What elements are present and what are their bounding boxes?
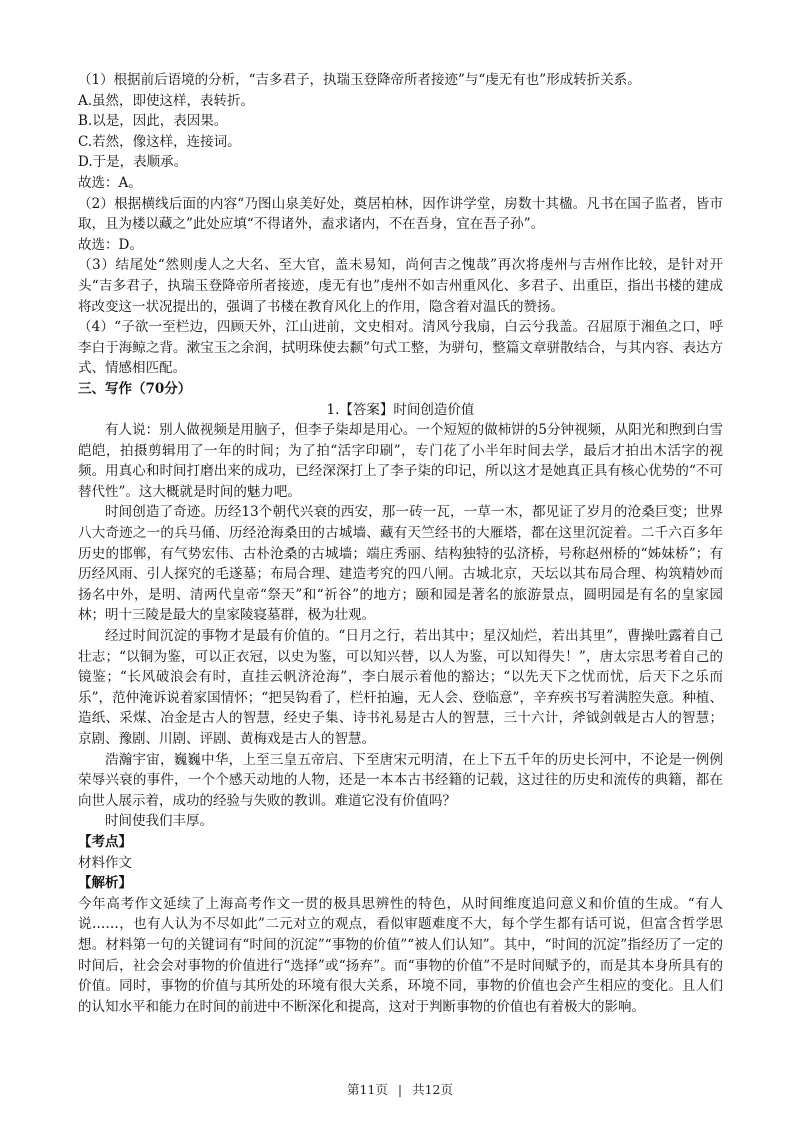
essay-paragraph-5: 时间使我们丰厚。 [105,813,213,830]
jiexi-text: 今年高考作文延续了上海高考作文一贯的极具思辨性的特色，从时间维度追问意义和价值的生成。“有人说……，也有人认为不尽如此”二元对立的观点，看似审题难度不大，每个学生都有话可说，但富含哲学思想。材料第一句的关键词有“时间的沉淀”“事物的价值”“被人们认知”。其中，“时间的沉淀”指经历了一定的时间后，社会会对事物的价值进行“选择”或“扬弃”。而“事物的价值”不是时间赋予的，而是其本身所具有的价值。同时，事物的价值与其所处的环境有很大关系，环境不同，事物的价值也会产生相应的变化。且人们的认知水平和能力在时间的前进中不断深化和提高，这对于判断事物的价值也有着极大的影响。 [78,895,723,1015]
answer-q2: （2）根据横线后面的内容“乃图山泉美好处，奠居柏林，因作讲学堂，房数十其楹。凡书在国子监者，皆市取，且为楼以藏之”此处应填“不得诸外，盍求诸内，不在吾身，宜在吾子孙”。 [78,195,723,233]
answer-choice-2: 故选：D。 [78,236,143,253]
answer-q1: （1）根据前后语境的分析，“吉多君子，执瑞玉登降帝所者接迹”与“虔无有也”形成转折关系。 [78,72,641,88]
page-number-current: 第11页 [346,1082,388,1097]
page-number-total: 共12页 [412,1082,454,1097]
kaodian-label: 【考点】 [78,833,132,850]
answer-q4: （4）“子欲一至栏边，四顾天外，江山进前，文史相对。清风兮我扇，白云兮我盖。召屈原于湘鱼之口，呼李白于海鲸之背。漱宝玉之余润，拭明珠使去颣”句式工整，为骈句，整篇文章骈散结合，与其内容、表达方式、情感相匹配。 [78,319,723,377]
essay-paragraph-4: 浩瀚宇宙，巍巍中华，上至三皇五帝启、下至唐宋元明清，在上下五千年的历史长河中，不论是一例例荣辱兴衰的事件，一个个感天动地的人物，还是一本本古书经籍的记载，这过往的历史和流传的典籍，都在向世人展示着，成功的经验与失败的教训。难道它没有价值吗？ [78,751,723,809]
kaodian-text: 材料作文 [78,854,132,871]
answer-choice-1: 故选：A。 [78,174,142,191]
jiexi-label: 【解析】 [78,875,132,892]
document-page [78,70,723,1017]
option-d: D.于是，表顺承。 [78,154,188,171]
option-b: B.以是，因此，表因果。 [78,113,228,130]
page-footer [0,1080,800,1098]
essay-paragraph-2: 时间创造了奇迹。历经13个朝代兴衰的西安，那一砖一瓦，一草一木，都见证了岁月的沧桑巨变；世界八大奇迹之一的兵马俑、历经沧海桑田的古城墙、藏有天竺经书的大雁塔，都在这里沉淀着。二千六百多年历史的邯郸，有气势宏伟、古朴沧桑的古城墙；端庄秀丽、结构独特的弘济桥，号称赵州桥的“姊妹桥”；有历经风雨、引人探究的毛遂墓；布局合理、建造考究的四八闸。古城北京，天坛以其布局合理、构筑精妙而扬名中外，是明、清两代皇帝“祭天”和“祈谷”的地方；颐和园是著名的旅游景点，圆明园是有名的皇家园林；明十三陵是最大的皇家陵寝墓群，极为壮观。 [78,504,723,624]
option-a: A.虽然，即使这样，表转折。 [78,92,255,109]
option-c: C.若然，像这样，连接词。 [78,133,241,150]
answer-q3: （3）结尾处“然则虔人之大名、至大官，盖未易知，尚何吉之愧哉”再次将虔州与吉州作比较，是针对开头“吉多君子，执瑞玉登降帝所者接迹，虔无有也”虔州不如吉州重风化、多君子、出重臣，指出书楼的建成将改变这一状况提出的，强调了书楼在教育风化上的作用，隐含着对温氏的赞扬。 [78,257,723,315]
essay-answer-heading: 1.【答案】时间创造价值 [326,401,475,418]
essay-paragraph-3: 经过时间沉淀的事物才是最有价值的。“日月之行，若出其中；星汉灿烂，若出其里”，曹操吐露着自己壮志；“以铜为鉴，可以正衣冠，以史为鉴，可以知兴替，以人为鉴，可以知得失！”，唐太宗思考着自己的镜鉴；“长风破浪会有时，直挂云帆济沧海”，李白展示着他的豁达；“以先天下之忧而忧，后天下之乐而乐”，范仲淹诉说着家国情怀；“把吴钩看了，栏杆拍遍，无人会、登临意”，辛弃疾书写着满腔失意。种植、造纸、采煤、冶金是古人的智慧，经史子集、诗书礼易是古人的智慧，三十六计，斧钺剑戟是古人的智慧；京剧、豫剧、川剧、评剧、黄梅戏是古人的智慧。 [78,628,723,747]
footer-separator: | [397,1082,403,1097]
section-title-writing: 三、写作（70分） [78,380,192,397]
essay-paragraph-1: 有人说：别人做视频是用脑子，但李子柒却是用心。一个短短的做柿饼的5分钟视频，从阳光和煦到白雪皑皑，拍摄剪辑用了一年的时间；为了拍“活字印刷”，专门花了小半年时间去学，最后才拍出木活字的视频。用真心和时间打磨出来的成功，已经深深打上了李子柒的印记，所以这才是她真正具有核心优势的“不可替代性”。这大概就是时间的魅力吧。 [78,422,723,500]
